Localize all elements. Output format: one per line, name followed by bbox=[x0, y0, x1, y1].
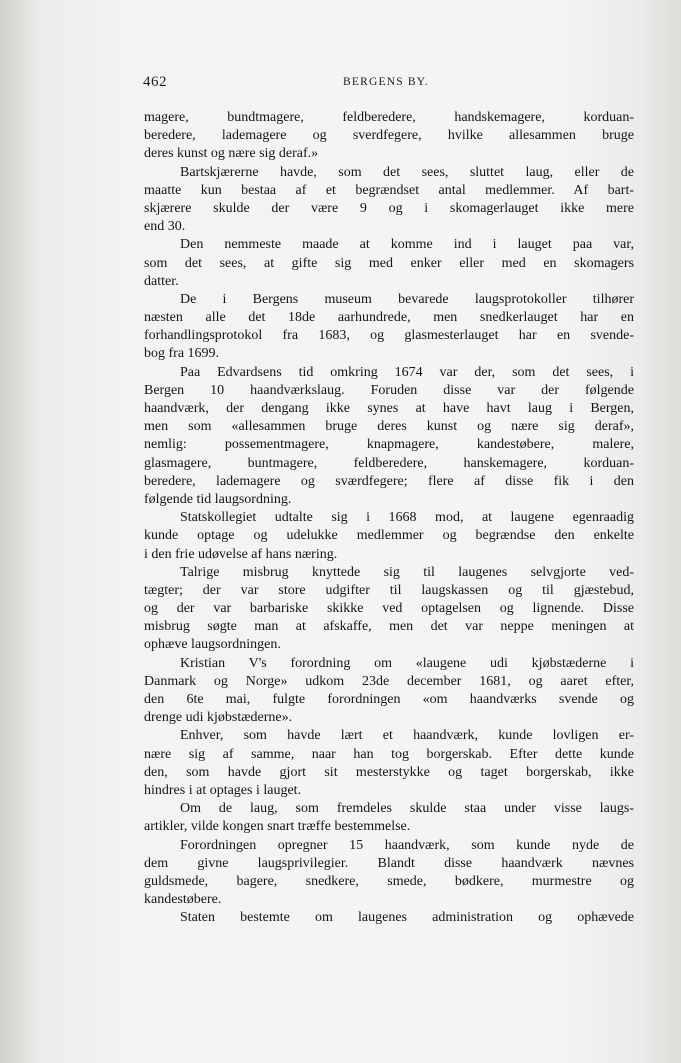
text-line: Enhver, som havde lært et haandværk, kunde lovligen er- bbox=[180, 728, 634, 744]
text-line: Talrige misbrug knyttede sig til laugenes selvgjorte ved- bbox=[180, 564, 634, 580]
text-line: Kristian V's forordning om «laugene udi kjøbstæderne i bbox=[180, 655, 634, 671]
text-line: nære sig af samme, naar han tog borgerskab. Efter dette kunde bbox=[144, 746, 634, 762]
running-title: BERGENS BY. bbox=[343, 76, 429, 88]
text-line: drenge udi kjøbstæderne». bbox=[144, 710, 293, 726]
text-line: næsten alle det 18de aarhundrede, men snedkerlauget har en bbox=[144, 310, 634, 326]
text-line: Staten bestemte om laugenes administration og ophævede bbox=[180, 910, 634, 926]
text-line: følgende tid laugsordning. bbox=[144, 491, 292, 507]
body-text bbox=[144, 109, 634, 927]
text-line: Paa Edvardsens tid omkring 1674 var der, som det sees, i bbox=[180, 364, 634, 380]
text-line: kandestøbere. bbox=[144, 892, 222, 908]
text-line: haandværk, der dengang ikke synes at have havt laug i Bergen, bbox=[144, 401, 634, 416]
text-line: Bergen 10 haandværkslaug. Foruden disse var der følgende bbox=[144, 382, 634, 398]
text-line: bog fra 1699. bbox=[144, 346, 220, 362]
text-line: kunde optage og udelukke medlemmer og begrændse den enkelte bbox=[144, 528, 634, 544]
text-line: beredere, lademagere og sverdfegere, hvilke allesammen bruge bbox=[144, 128, 634, 144]
text-line: De i Bergens museum bevarede laugsprotokoller tilhører bbox=[180, 291, 634, 307]
text-line: ophæve laugsordningen. bbox=[144, 637, 281, 653]
text-line: hindres i at optages i lauget. bbox=[144, 782, 302, 798]
text-line: skjærere skulde der være 9 og i skomagerlauget ikke mere bbox=[144, 200, 634, 216]
text-line: artikler, vilde kongen snart træffe bestemmelse. bbox=[144, 819, 411, 835]
text-line: tægter; der var store udgifter til laugskassen og til gjæstebud, bbox=[144, 582, 634, 598]
text-line: Danmark og Norge» udkom 23de december 1681, og aaret efter, bbox=[144, 673, 634, 689]
text-line: Bartskjærerne havde, som det sees, sluttet laug, eller de bbox=[180, 164, 634, 180]
text-line: misbrug søgte man at afskaffe, men det var neppe meningen at bbox=[144, 619, 634, 635]
text-line: den, som havde gjort sit mesterstykke og taget borgerskab, ikke bbox=[144, 764, 634, 780]
text-line: forhandlingsprotokol fra 1683, og glasmesterlauget har en svende- bbox=[144, 328, 634, 344]
text-line: maatte kun bestaa af et begrændset antal medlemmer. Af bart- bbox=[144, 182, 634, 198]
text-line: og der var barbariske skikke ved optagelsen og lignende. Disse bbox=[144, 601, 634, 617]
text-line: Den nemmeste maade at komme ind i lauget paa var, bbox=[180, 237, 634, 253]
text-line: som det sees, at gifte sig med enker eller med en skomagers bbox=[144, 255, 634, 271]
text-line: Om de laug, som fremdeles skulde staa under visse laugs- bbox=[180, 801, 634, 817]
text-line: datter. bbox=[144, 273, 179, 289]
text-line: Forordningen opregner 15 haandværk, som kunde nyde de bbox=[180, 837, 634, 853]
text-line: magere, bundtmagere, feldberedere, handskemagere, korduan- bbox=[144, 110, 634, 125]
page-number: 462 bbox=[143, 74, 167, 90]
text-line: dem givne laugsprivilegier. Blandt disse haandværk nævnes bbox=[144, 855, 634, 871]
text-line: men som «allesammen bruge deres kunst og nære sig deraf», bbox=[144, 419, 634, 435]
text-line: glasmagere, buntmagere, feldberedere, hanskemagere, korduan- bbox=[144, 455, 634, 471]
text-line: den 6te mai, fulgte forordningen «om haandværks svende og bbox=[144, 692, 634, 707]
text-line: guldsmede, bagere, snedkere, smede, bødkere, murmestre og bbox=[144, 873, 634, 889]
page-header bbox=[143, 74, 634, 94]
text-line: Statskollegiet udtalte sig i 1668 mod, at laugene egenraadig bbox=[180, 510, 634, 526]
text-line: i den frie udøvelse af hans næring. bbox=[144, 546, 338, 562]
text-line: nemlig: possementmagere, knapmagere, kandestøbere, malere, bbox=[144, 437, 634, 453]
text-line: beredere, lademagere og sværdfegere; flere af disse fik i den bbox=[144, 473, 634, 489]
text-line: end 30. bbox=[144, 219, 186, 235]
text-line: deres kunst og nære sig deraf.» bbox=[144, 146, 319, 162]
